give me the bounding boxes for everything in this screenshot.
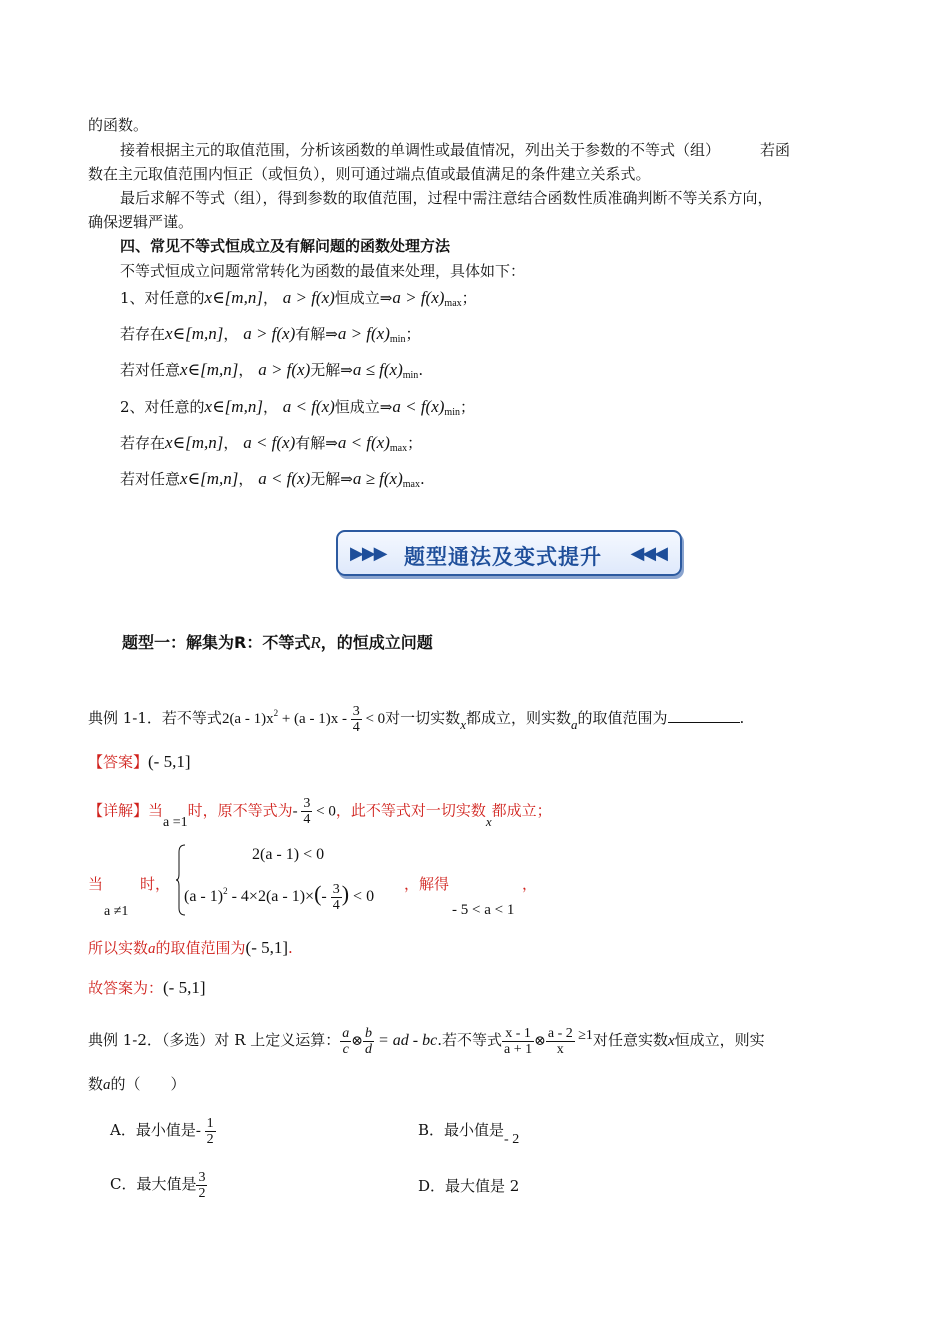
ex1-frac-den: 4 (352, 720, 360, 736)
rule-result: a > f(x) (337, 324, 390, 343)
rule-result: a ≥ f(x) (352, 469, 403, 488)
detail-solution: - 5 < a < 1 (452, 902, 515, 918)
rule-result: a ≤ f(x) (352, 360, 403, 379)
answer-1 (88, 752, 191, 772)
rule-end: ； (405, 325, 421, 343)
detail-solve: ，解得 (404, 875, 450, 893)
rule-result: a < f(x) (392, 397, 445, 416)
rule-sub: min (389, 334, 406, 345)
ex2-tail: 对任意实数 (592, 1031, 668, 1049)
ex2-n2: a - 2 (547, 1025, 573, 1041)
ex1-expr-b: + (a - 1)x - (278, 711, 351, 727)
detail-frac-den: 4 (303, 812, 311, 827)
example-1-1 (88, 700, 744, 736)
rule-word: 有解⇒ (295, 434, 338, 452)
detail-cond2: a ≠1 (104, 904, 129, 919)
sys2-sup: 2 (223, 886, 228, 896)
option-b-val: - 2 (504, 1132, 520, 1147)
detail-conclusion (88, 938, 293, 959)
rule-word: 有解⇒ (295, 325, 338, 343)
rule-end: ； (461, 289, 477, 307)
option-a-neg: - (195, 1123, 205, 1139)
option-c-label: C．最大值是 (110, 1175, 197, 1193)
option-a[interactable] (110, 1110, 216, 1150)
ex1-expr-sup: 2 (273, 708, 279, 718)
ex2-frac-2 (546, 1026, 575, 1057)
detail-shi: 时， (140, 875, 171, 893)
intro-line-3: 数在主元取值范围内恒正（或恒负），则可通过端点值或最值满足的条件建立关系式。 (88, 165, 651, 183)
sys2-b: - 4×2(a - 1)× (227, 888, 315, 905)
sys2-a: (a - 1) (184, 888, 224, 905)
ex1-tail: 的取值范围为 (577, 709, 668, 727)
rule-ineq: a < f(x) (243, 433, 296, 452)
topic-title (122, 633, 433, 653)
sys2-c: < 0 (349, 888, 375, 905)
rule-prefix: 若对任意 (120, 361, 181, 379)
system-eq-2: (a - 1)$^2$ - 4×2(a - 1)×(- $\frac{3}{4}$ ) < 0 (184, 881, 375, 913)
detail-comma: ， (522, 875, 538, 893)
rule-cond: x∈[m,n] (165, 324, 224, 343)
rule-1: 1、对任意的x∈[m,n]， a > f(x)恒成立⇒a > $f(x)_{max}$； (120, 288, 477, 309)
option-c-num: 3 (198, 1169, 206, 1185)
ex2-line2b: 的（ ） (110, 1075, 186, 1093)
rule-end: . (419, 470, 425, 488)
conclusion-range: (- 5,1] (245, 938, 289, 957)
rule-5: 若存在x∈[m,n]， a < f(x)有解⇒a < $f(x)_{max}$； (120, 433, 423, 454)
ex2-m1d: c (342, 1041, 349, 1057)
rule-prefix: 若存在 (120, 434, 166, 452)
topic-title-b: 的恒成立问题 (336, 633, 433, 652)
example-1-2 (88, 1020, 765, 1060)
intro-line-2b: 若函 (760, 141, 791, 159)
option-d[interactable]: D．最大值是 2 (418, 1177, 520, 1195)
topic-var: R (310, 633, 321, 652)
rule-end: ； (407, 434, 423, 452)
ex1-mid2: 都成立，则实数 (465, 709, 571, 727)
ex2-xv: x (667, 1033, 675, 1049)
detail-t4: 都成立； (491, 801, 552, 820)
ex2-m2n: b (365, 1025, 372, 1041)
intro-line-2a: 接着根据主元的取值范围，分析该函数的单调性或最值情况，列出关于参数的不等式（组） (120, 141, 721, 159)
detail-t1: 当 (148, 801, 164, 820)
conclusion-var: a (148, 941, 156, 957)
rule-word: 恒成立⇒ (334, 398, 393, 416)
rule-cond: x∈[m,n] (180, 469, 239, 488)
sys2-frac-num: 3 (332, 881, 340, 897)
rule-sub: min (444, 407, 460, 418)
option-a-frac (205, 1116, 216, 1147)
final-range: (- 5,1] (163, 978, 206, 997)
rule-ineq: a > f(x) (243, 324, 296, 343)
ex1-frac (351, 704, 362, 735)
conclusion-t9b: 的取值范围为 (155, 939, 246, 957)
ex2-otimes-2: ⊗ (534, 1034, 546, 1049)
section-banner (336, 530, 682, 576)
ex2-matrix-left (340, 1026, 351, 1057)
rule-end: ； (459, 398, 475, 416)
ex2-mid: .若不等式 (437, 1031, 503, 1049)
sys2-frac (331, 882, 342, 913)
rule-cond: x∈[m,n] (204, 288, 263, 307)
detail-label: 【详解】 (88, 801, 149, 820)
ex2-n1: x - 1 (502, 1026, 534, 1042)
section-heading: 四、常见不等式恒成立及有解问题的函数处理方法 (120, 237, 451, 255)
detail-cond1: a =1 (163, 814, 188, 830)
topic-sep: ， (320, 633, 337, 652)
ex2-tail2: 恒成立，则实 (674, 1031, 765, 1049)
rule-3: 若对任意x∈[m,n]， a > f(x)无解⇒a ≤ $f(x)_{min}$. (120, 360, 424, 381)
detail-frac-num: 3 (303, 796, 311, 811)
ex2-m2d: d (365, 1041, 372, 1057)
option-b-label: B．最小值是 (418, 1121, 505, 1139)
ex1-answer-blank (668, 708, 740, 723)
detail-lt: < 0 (312, 803, 336, 820)
rule-sub: max (444, 298, 462, 309)
ex2-m1n: a (342, 1025, 350, 1041)
rule-4: 2、对任意的x∈[m,n]， a < f(x)恒成立⇒a < $f(x)_{min}$； (120, 397, 475, 418)
intro-line-4: 最后求解不等式（组），得到参数的取值范围，过程中需注意结合函数性质准确判断不等关系方向， (120, 189, 773, 207)
ex2-d1: a + 1 (504, 1041, 533, 1057)
option-c-den: 2 (198, 1185, 206, 1201)
rule-6: 若对任意x∈[m,n]， a < f(x)无解⇒a ≥ $f(x)_{max}$. (120, 469, 425, 490)
rule-cond: x∈[m,n] (204, 397, 263, 416)
rule-word: 无解⇒ (310, 470, 353, 488)
rule-result: a > f(x) (392, 288, 445, 307)
ex2-av: a (103, 1077, 111, 1093)
ex2-def: = ad - bc (374, 1032, 438, 1049)
ex1-label: 典例 1-1．若不等式 (88, 709, 222, 727)
banner-arrows-left-icon: ◀◀◀ (630, 543, 666, 564)
conclusion-t9: 所以实数 (88, 939, 149, 957)
detail-t3: ，此不等式对一切实数 (335, 801, 486, 820)
rule-end: . (418, 361, 424, 379)
ex2-line2a: 数 (88, 1075, 104, 1093)
detail-final (88, 978, 206, 998)
sys2-frac-den: 4 (332, 897, 340, 913)
rule-sub: max (389, 443, 408, 454)
option-c[interactable] (110, 1164, 207, 1204)
ex2-otimes: ⊗ (351, 1034, 363, 1049)
rule-prefix: 若对任意 (120, 470, 181, 488)
ex2-ge: ≥1 (574, 1028, 593, 1043)
intro-line-2 (120, 140, 790, 160)
option-a-num: 1 (206, 1115, 214, 1131)
rule-sub: min (402, 370, 419, 381)
intro-line-1: 的函数。 (88, 116, 149, 134)
section-lead: 不等式恒成立问题常常转化为函数的最值来处理，具体如下： (120, 262, 526, 280)
ex1-var-a: a (570, 717, 578, 732)
ex1-expr (221, 704, 386, 736)
rule-ineq: a > f(x) (258, 360, 311, 379)
rule-2: 若存在x∈[m,n]， a > f(x)有解⇒a > $f(x)_{min}$； (120, 324, 421, 345)
ex1-expr-c: < 0 (361, 711, 386, 727)
rule-word: 无解⇒ (310, 361, 353, 379)
rule-result: a < f(x) (337, 433, 390, 452)
rule-sub: max (402, 479, 420, 490)
detail-frac (301, 796, 312, 827)
ex1-mid: 对一切实数 (385, 709, 461, 727)
detail-neg: - (292, 803, 302, 820)
detail-varx: x (485, 813, 492, 829)
answer-label: 【答案】 (88, 753, 149, 771)
rule-cond: x∈[m,n] (180, 360, 239, 379)
ex1-end: . (739, 709, 745, 727)
option-c-frac (196, 1170, 207, 1201)
detail-line-1 (88, 796, 552, 832)
example-1-2-line2 (88, 1074, 186, 1095)
option-a-label: A．最小值是 (110, 1121, 196, 1139)
conclusion-dot: . (288, 939, 293, 957)
ex2-d2: x (556, 1041, 564, 1057)
system-eq-1: 2(a - 1) < 0 (252, 846, 325, 863)
rule-prefix: 2、对任意的 (120, 398, 205, 416)
ex1-frac-num: 3 (352, 704, 360, 720)
ex2-label: 典例 1-2．（多选）对 R 上定义运算： (88, 1031, 341, 1049)
rule-ineq: a > f(x) (282, 288, 335, 307)
intro-line-5: 确保逻辑严谨。 (88, 213, 194, 231)
ex2-matrix-right (363, 1026, 374, 1057)
option-b[interactable] (418, 1120, 520, 1147)
ex2-frac-1 (502, 1026, 534, 1057)
banner-arrows-right-icon: ▶▶▶ (350, 543, 386, 564)
topic-title-a: 题型一：解集为R：不等式 (122, 633, 311, 652)
answer-value: (- 5,1] (148, 752, 191, 771)
rule-word: 恒成立⇒ (334, 289, 393, 307)
ex1-var-x: x (460, 717, 466, 732)
rule-ineq: a < f(x) (282, 397, 335, 416)
rule-ineq: a < f(x) (258, 469, 311, 488)
rule-prefix: 若存在 (120, 325, 166, 343)
rule-cond: x∈[m,n] (165, 433, 224, 452)
option-a-den: 2 (206, 1131, 214, 1147)
final-label: 故答案为： (88, 979, 164, 997)
rule-prefix: 1、对任意的 (120, 289, 205, 307)
ex1-expr-a: 2(a - 1)x (221, 711, 274, 727)
banner-title: 题型通法及变式提升 (404, 545, 602, 569)
sys2-neg: - (321, 888, 331, 905)
detail-when: 当 (88, 875, 104, 893)
detail-t2: 时，原不等式为 (187, 801, 293, 820)
